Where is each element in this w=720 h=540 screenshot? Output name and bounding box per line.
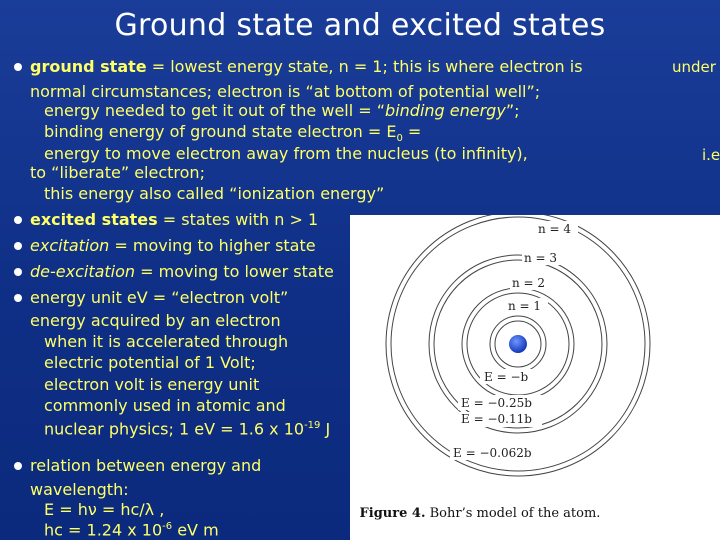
bullet-dot [14,294,22,302]
energy-n3: E = −0.11b [461,412,532,426]
ev-conversion-line [44,421,330,437]
text-line: electron volt is energy unit [44,375,260,394]
nucleus-icon [509,335,527,353]
text: = moving to lower state [135,262,334,281]
de-excitation-line [30,264,334,280]
text-line: when it is accelerated through [44,332,289,351]
bohr-model-diagram [350,215,720,540]
label-n3: n = 3 [524,251,558,265]
text-line: energy acquired by an electron [30,311,281,330]
hc-value-line [44,522,219,538]
text-line: normal circumstances; electron is “at bottom of potential well”; [30,82,541,101]
text: eV m [172,520,219,540]
energy-n4: E = −0.062b [453,446,532,460]
text: hc = 1.24 x 10 [44,520,163,540]
text: ”; [505,101,520,120]
text-line: to “liberate” electron; [30,163,205,182]
text: = [402,122,422,141]
text-line: relation between energy and [30,456,262,475]
bullet-dot [14,268,22,276]
binding-energy-line [44,103,520,119]
bullet-dot [14,216,22,224]
text: nuclear physics; 1 eV = 1.6 x 10 [44,419,305,439]
text-line: this energy also called “ionization energy” [44,184,385,203]
energy-n2: E = −0.25b [461,396,532,410]
bullet-dot [14,462,22,470]
subscript: 0 [396,133,403,145]
text: = lowest energy state, n = 1; this is where electron is [146,57,583,76]
slide-title: Ground state and excited states [114,8,606,43]
clipped-text-under: under [672,58,716,76]
text-line: wavelength: [30,480,129,499]
term-ground-state: ground state [30,57,147,76]
superscript: -6 [162,521,173,532]
clipped-text-ie: i.e [702,146,720,164]
text: = states with n > 1 [157,210,319,229]
text-line [44,124,421,144]
text: J [320,419,331,439]
text-line: commonly used in atomic and [44,396,286,415]
text-line: energy unit eV = “electron volt” [30,288,289,307]
label-n2: n = 2 [512,276,546,290]
text: binding energy of ground state electron = E [44,122,397,141]
bullet-dot [14,242,22,250]
label-n4: n = 4 [538,222,572,236]
text: = moving to higher state [109,236,316,255]
superscript: -19 [304,420,321,431]
term-binding-energy: binding energy [385,101,506,120]
energy-formula: E = hν = hc/λ , [44,500,165,519]
excitation-line [30,238,316,254]
text: energy needed to get it out of the well = “ [44,101,386,120]
ground-state-line [30,59,583,75]
caption-text: Bohr’s model of the atom. [425,506,601,521]
excited-states-line [30,212,318,228]
term-excited-states: excited states [30,210,158,229]
text-line: energy to move electron away from the nucleus (to infinity), [44,144,528,163]
text-line: electric potential of 1 Volt; [44,353,256,372]
term-de-excitation: de-excitation [30,262,136,281]
figure-caption [350,506,610,521]
caption-label: Figure 4. [359,506,426,521]
bohr-model-figure [350,215,720,540]
label-n1: n = 1 [508,299,542,313]
term-excitation: excitation [30,236,110,255]
energy-n1: E = −b [484,370,529,384]
bullet-dot [14,63,22,71]
